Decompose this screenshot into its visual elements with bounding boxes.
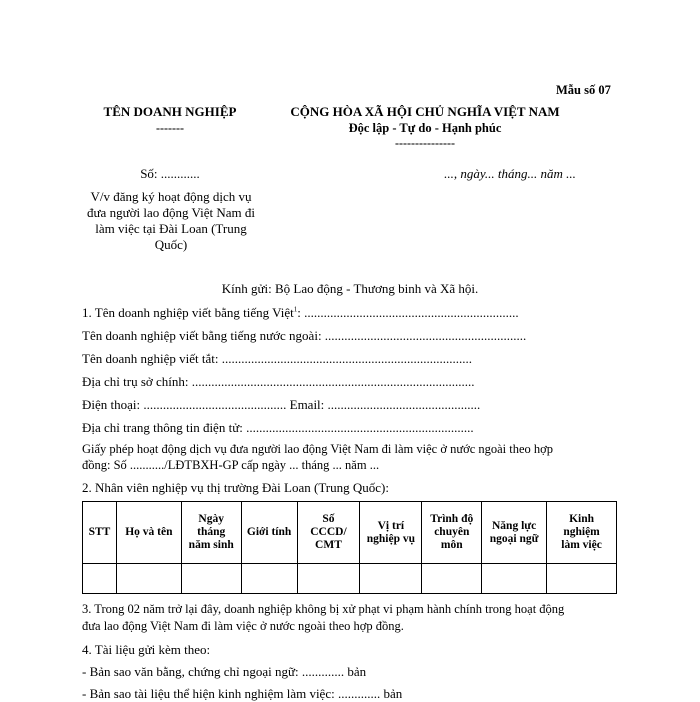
place-date-line: ..., ngày... tháng... năm ... [444, 166, 576, 181]
table-cell [83, 564, 117, 594]
header-cell: Năng lực ngoại ngữ [482, 502, 547, 564]
document-number: Số: ............ [140, 166, 200, 181]
header-cell: Kinh nghiệm làm việc [547, 502, 617, 564]
nation-title: CỘNG HÒA XÃ HỘI CHỦ NGHĨA VIỆT NAM [290, 104, 560, 119]
table-header-row [83, 502, 617, 564]
company-divider: ------- [156, 121, 184, 135]
field-license-line: Giấy phép hoạt động dịch vụ đưa người lao động Việt Nam đi làm việc ở nước ngoài theo hợp [82, 442, 554, 456]
table-cell [181, 564, 241, 594]
footnote-marker: 1 [293, 305, 298, 314]
header-cell: STT [83, 502, 117, 564]
header-cell: Số CCCD/ CMT [297, 502, 360, 564]
field-name-vietnamese [82, 305, 519, 321]
header-cell: Trình độ chuyên môn [422, 502, 482, 564]
national-motto: Độc lập - Tự do - Hạnh phúc [348, 121, 502, 135]
section-4-title: 4. Tài liệu gửi kèm theo: [82, 642, 211, 657]
subject-line: làm việc tại Đài Loan (Trung [95, 221, 247, 236]
header-cell: Vị trí nghiệp vụ [360, 502, 422, 564]
subject-line: Quốc) [154, 237, 188, 252]
form-number: Mẫu số 07 [556, 83, 611, 97]
table-cell [482, 564, 547, 594]
table-cell [360, 564, 422, 594]
attachment-item: - Bản sao tài liệu thể hiện kinh nghiệm làm việc: ............. bản [82, 686, 403, 701]
attachment-item: - Bản sao văn bằng, chứng chỉ ngoại ngữ: ............. bản [82, 664, 367, 679]
section-2-title: 2. Nhân viên nghiệp vụ thị trường Đài Loan (Trung Quốc): [82, 480, 389, 495]
subject-line: V/v đăng ký hoạt động dịch vụ [90, 189, 252, 204]
header-cell: Giới tính [241, 502, 297, 564]
table-cell [547, 564, 617, 594]
field-phone-email: Điện thoại: ............................................ Email: ............................................... [82, 397, 481, 412]
section-3-line: đưa lao động Việt Nam đi làm việc ở nước ngoài theo hợp đồng. [82, 619, 404, 633]
recipient-line: Kính gửi: Bộ Lao động - Thương binh và Xã hội. [221, 281, 479, 296]
field-name-vietnamese-dots: : .................................................................. [297, 305, 519, 320]
staff-table [82, 501, 617, 594]
table-cell [241, 564, 297, 594]
table-cell [297, 564, 360, 594]
company-name-header: TÊN DOANH NGHIỆP [103, 104, 237, 119]
field-address: Địa chỉ trụ sở chính: ....................................................................................... [82, 374, 475, 389]
table-cell [422, 564, 482, 594]
section-3-line: 3. Trong 02 năm trở lại đây, doanh nghiệp không bị xử phạt vi phạm hành chính trong hoạt động [82, 602, 565, 616]
subject-block [80, 189, 262, 253]
motto-divider: --------------- [395, 136, 455, 150]
subject-line: đưa người lao động Việt Nam đi [87, 205, 255, 220]
table-row [83, 564, 617, 594]
field-name-foreign: Tên doanh nghiệp viết bằng tiếng nước ngoài: .............................................................. [82, 328, 527, 343]
field-name-vietnamese-label: 1. Tên doanh nghiệp viết bằng tiếng Việt [82, 305, 294, 320]
field-website: Địa chỉ trang thông tin điện tử: ...................................................................... [82, 420, 474, 435]
field-name-short: Tên doanh nghiệp viết tắt: ............................................................................. [82, 351, 472, 366]
table-cell [116, 564, 181, 594]
header-cell: Họ và tên [116, 502, 181, 564]
field-license-line: đồng: Số .........../LĐTBXH-GP cấp ngày ... tháng ... năm ... [82, 458, 380, 472]
header-cell: Ngày tháng năm sinh [181, 502, 241, 564]
